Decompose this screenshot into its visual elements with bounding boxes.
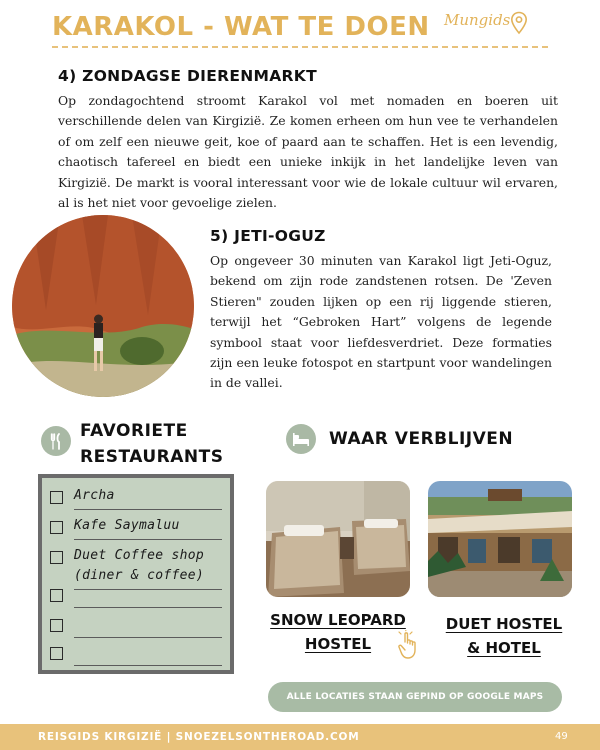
- bed-icon: [286, 424, 316, 454]
- checklist-item: [50, 586, 222, 608]
- checklist-item: [50, 548, 222, 570]
- page-title: KARAKOL - WAT TE DOEN: [52, 12, 430, 42]
- checkbox[interactable]: [50, 491, 63, 504]
- stay-title: WAAR VERBLIJVEN: [329, 429, 514, 449]
- google-maps-note-button[interactable]: ALLE LOCATIES STAAN GEPIND OP GOOGLE MAPS: [268, 682, 562, 712]
- pointing-hand-icon: [397, 630, 419, 660]
- jeti-oguz-photo: [12, 215, 194, 397]
- checklist-item-text: Archa: [74, 488, 115, 503]
- hotel-name-line1: DUET HOSTEL: [445, 615, 563, 633]
- checkbox[interactable]: [50, 619, 63, 632]
- section-text-jeti-oguz: Op ongeveer 30 minuten van Karakol ligt Jeti-Oguz, bekend om zijn rode zandstenen rotsen. De 'Zeven Stieren" zouden lijken op een rij liggende stieren, terwijl het “Gebroken Hart” volgens de legende symbool staat voor liefdesverdriet. Deze formaties zijn een leuke fotospot en startpunt voor wandelingen in de vallei.: [210, 253, 552, 391]
- checkbox[interactable]: [50, 551, 63, 564]
- snow-leopard-hostel-photo: [266, 481, 410, 597]
- hotel-name-line2: & HOTEL: [467, 639, 541, 657]
- checklist-line: [74, 637, 222, 638]
- hotel-name-line2: HOSTEL: [304, 635, 372, 653]
- page-number: 49: [555, 731, 568, 742]
- checklist-item: [50, 488, 222, 510]
- header-divider: [52, 46, 548, 48]
- duet-hotel-link[interactable]: [428, 612, 580, 660]
- checklist-item: [50, 616, 222, 638]
- checklist-line: [74, 607, 222, 608]
- checklist-item: [50, 518, 222, 540]
- checklist-line: [74, 665, 222, 666]
- restaurant-checklist: [38, 474, 234, 674]
- restaurants-title: [80, 418, 223, 470]
- checklist-line: [74, 509, 222, 510]
- restaurants-title-line1: FAVORIETE: [80, 421, 188, 441]
- brand-logo-text: Mungids: [444, 11, 511, 29]
- map-pin-icon: [510, 11, 528, 35]
- checklist-line: [74, 539, 222, 540]
- checkbox[interactable]: [50, 647, 63, 660]
- footer-text: REISGIDS KIRGIZIË | SNOEZELSONTHEROAD.COM: [38, 731, 360, 743]
- section-text-dierenmarkt: Op zondagochtend stroomt Karakol vol met nomaden en boeren uit verschillende delen van Kirgizië. Ze komen erheen om hun vee te verhandelen of om zelf een nieuwe geit, koe of paard aan te schaffen. Het is een levendig, chaotisch tafereel en biedt een unieke inkijk in het landelijke leven van Kirgizië. De markt is vooral interessant voor wie de lokale cultuur wil ervaren, al is het niet voor gevoelige zielen.: [58, 93, 558, 211]
- restaurants-title-line2: RESTAURANTS: [80, 447, 224, 467]
- snow-leopard-hostel-link[interactable]: [262, 608, 414, 656]
- checklist-item-text: (diner & coffee): [74, 568, 205, 583]
- hotel-name-line1: SNOW LEOPARD: [270, 611, 406, 629]
- duet-hotel-photo: [428, 481, 572, 597]
- fork-knife-icon: [41, 426, 71, 456]
- section-heading-jeti-oguz: 5) JETI-OGUZ: [210, 227, 326, 245]
- checklist-item-text: Duet Coffee shop: [74, 548, 205, 563]
- checkbox[interactable]: [50, 521, 63, 534]
- section-heading-dierenmarkt: 4) ZONDAGSE DIERENMARKT: [58, 67, 317, 85]
- checkbox[interactable]: [50, 589, 63, 602]
- checklist-item-text: Kafe Saymaluu: [74, 518, 180, 533]
- checklist-item: [50, 644, 222, 666]
- footer-bar: [0, 724, 600, 750]
